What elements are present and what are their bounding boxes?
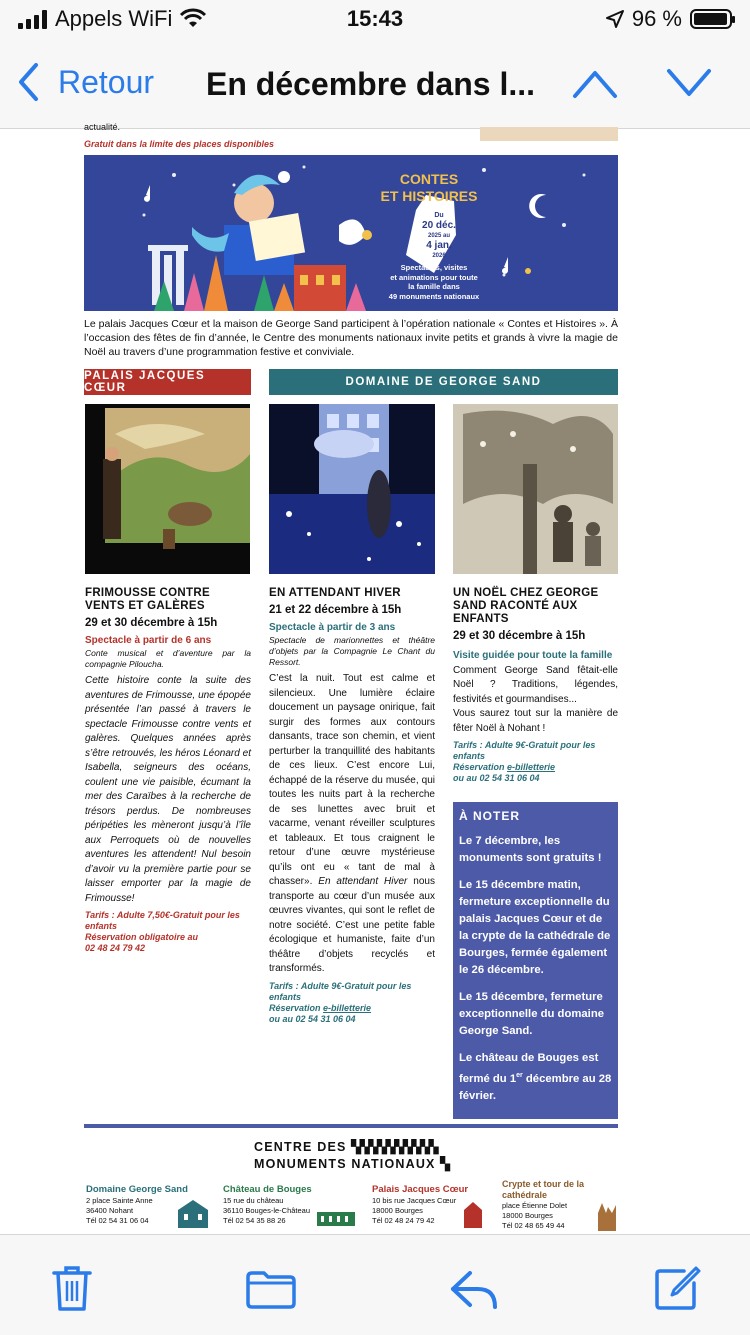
- banner-illustration: [84, 155, 618, 311]
- clock: 15:43: [346, 6, 404, 31]
- back-label: Retour: [58, 63, 155, 100]
- event-date: 29 et 30 décembre à 15h: [85, 617, 218, 629]
- site-crypte-cathedrale: Crypte et tour de la cathédrale place Étienne Dolet 18000 Bourges Tél 02 48 65 49 44: [502, 1179, 602, 1231]
- column-noel-george-sand: [453, 587, 618, 784]
- header-domaine-george-sand: DOMAINE DE GEORGE SAND: [269, 369, 618, 395]
- e-billetterie-link[interactable]: e-billetterie: [323, 1002, 372, 1013]
- palace-icon: [462, 1200, 484, 1228]
- event-audience: Visite guidée pour toute la famille: [453, 649, 613, 661]
- event-description: Comment George Sand fêtait-elle Noël ? Traditions, légendes, festivités et gourmandises...: [453, 664, 618, 705]
- battery-icon: [690, 9, 732, 29]
- event-reservation: Réservation obligatoire au: [85, 932, 199, 942]
- event-tarif: Tarifs : Adulte 9€-Gratuit pour les enfants: [453, 740, 596, 761]
- event-reservation: Réservation e-billetterie: [453, 762, 556, 772]
- event-phone: ou au 02 54 31 06 04: [269, 1013, 356, 1024]
- engraving-image: [453, 404, 618, 574]
- trash-icon[interactable]: [52, 1265, 92, 1313]
- cmn-logo: CENTRE DES ▚▚▚▚▚▚▚▚▚▚ MONUMENTS NATIONAUX ▚: [254, 1140, 452, 1171]
- note-box: [453, 802, 618, 1119]
- footer-divider: [84, 1124, 618, 1128]
- event-tarif: Tarifs : Adulte 7,50€-Gratuit pour les enfants: [85, 910, 240, 931]
- intro-paragraph: Le palais Jacques Cœur et la maison de George Sand participent à l’opération nationale « Contes et Histoires ». À l’occasion des fêtes de fin d’année, le Centre des monuments nationaux invite petits et grands à vivre la magie de Noël au travers d’une programmation festive et conviviale.: [84, 318, 618, 358]
- note-item: Le 7 décembre, les monuments sont gratuits !: [459, 835, 602, 864]
- cut-image: [480, 127, 618, 141]
- event-audience: Spectacle à partir de 6 ans: [85, 634, 212, 646]
- event-audience: Spectacle à partir de 3 ans: [269, 621, 396, 633]
- note-item: Le 15 décembre, fermeture exceptionnelle du domaine George Sand.: [459, 991, 605, 1037]
- note-item: Le château de Bouges est fermé du 1er décembre au 28 février.: [459, 1052, 612, 1102]
- event-date: 21 et 22 décembre à 15h: [269, 604, 402, 616]
- photo-en-attendant-hiver: [269, 404, 435, 574]
- status-bar: [0, 0, 750, 40]
- event-description-2: Vous saurez tout sur la manière de fêter Noël à Nohant !: [453, 708, 618, 734]
- back-button[interactable]: [16, 62, 154, 102]
- event-date: 29 et 30 décembre à 15h: [453, 630, 586, 642]
- previous-message-button[interactable]: [572, 66, 618, 100]
- cathedral-icon: [596, 1201, 618, 1231]
- site-chateau-de-bouges: Château de Bouges 15 rue du château 36110 Bouges-le-Château Tél 02 54 35 88 26: [223, 1184, 353, 1226]
- frimousse-stage-image: [85, 404, 250, 574]
- carrier-label: Appels WiFi: [55, 6, 173, 31]
- event-credit: Conte musical et d’aventure par la compagnie Piloucha.: [85, 648, 251, 669]
- header-palais-jacques-coeur: PALAIS JACQUES CŒUR: [84, 369, 251, 395]
- site-domaine-george-sand: Domaine George Sand 2 place Sainte Anne 36400 Nohant Tél 02 54 31 06 04: [86, 1184, 214, 1226]
- reply-icon[interactable]: [450, 1269, 500, 1309]
- event-phone: ou au 02 54 31 06 04: [453, 773, 540, 783]
- free-entry-text: Gratuit dans la limite des places disponibles: [84, 139, 275, 149]
- folder-icon[interactable]: [246, 1271, 296, 1309]
- event-tarif: Tarifs : Adulte 9€-Gratuit pour les enfants: [269, 980, 412, 1002]
- message-body[interactable]: [0, 122, 750, 1234]
- event-description: C’est la nuit. Tout est calme et silencieux. Une lumière éclaire doucement un paysage onirique, fait surgir des formes aux contours dansants, trace son chemin, et vient perturber la tranquillité des habitants de ces lieux. C’est encore Lui, échappé de la réserve du musée, qui toutes les nuits part à la recherche de ses lunettes avec bruit et vacarme, venant réveiller sculptures et tableaux. Et tous craignent le retour d’une œuvre mystérieuse qu’ils ont eu « tant de mal à chasser». En attendant Hiver nous transporte au cœur d’un musée aux œuvres vivantes, qui sont le reflet de notre société. C’est une petite fable écologique et humaniste, faite d’un théâtre d’objets recyclés et transformés.: [269, 673, 435, 974]
- navigation-bar: [0, 40, 750, 129]
- e-billetterie-link[interactable]: e-billetterie: [507, 762, 556, 772]
- puppet-show-image: [269, 404, 435, 574]
- bottom-toolbar: [0, 1234, 750, 1335]
- chateau-icon: [317, 1208, 355, 1226]
- compose-icon[interactable]: [654, 1265, 700, 1311]
- note-title: À NOTER: [459, 809, 520, 823]
- note-item: Le 15 décembre matin, fermeture exceptionnelle du palais Jacques Cœur et de la crypte de la cathédrale de Bourges, fermée également le 26 décembre.: [459, 879, 611, 976]
- contes-histoires-banner: [84, 155, 618, 311]
- banner-title: CONTES ET HISTOIRES: [380, 171, 478, 204]
- photo-frimousse: [85, 404, 250, 574]
- location-arrow-icon: [606, 10, 624, 28]
- site-palais-jacques-coeur: Palais Jacques Cœur 10 bis rue Jacques Cœur 18000 Bourges Tél 02 48 24 79 42: [372, 1184, 492, 1226]
- building-icon: [176, 1198, 210, 1228]
- event-description: Cette histoire conte la suite des aventures de Frimousse, une épopée présentée l’an passé à travers le spectacle Frimousse contre vents et galères. Quelques années après s’être retrouvés, les héros Léonard et Isabella, seigneurs des océans, coulent une vie paisible, écumant la mer des Caraïbes à la recherche de trésors perdus. De nombreuses péripéties les mèneront jusqu’à l’île aux Perroquets où de nouvelles aventures les attendent! Nul besoin d’avoir vu la première partie pour se laisser emporter par la magie de Frimousse!: [85, 675, 251, 904]
- event-credit: Spectacle de marionnettes et théâtre d’objets par la Compagnie Le Chant du Ressort.: [269, 635, 435, 667]
- top-cut-text: actualité.: [84, 122, 121, 132]
- event-phone: 02 48 24 79 42: [85, 943, 146, 953]
- banner-dates: Du 20 déc. 2025 au 4 jan. 2026: [422, 212, 456, 259]
- battery-percent: 96 %: [631, 6, 682, 31]
- banner-subtitle: Spectacles, visites et animations pour toute la famille dans 49 monuments nationaux: [388, 263, 480, 301]
- photo-noel-george-sand: [453, 404, 618, 574]
- event-title: UN NOËL CHEZ GEORGE SAND RACONTÉ AUX ENFANTS: [453, 587, 599, 625]
- page-title: En décembre dans l...: [206, 66, 535, 102]
- event-title: EN ATTENDANT HIVER: [269, 587, 401, 599]
- column-en-attendant-hiver: [269, 587, 435, 1025]
- next-message-button[interactable]: [666, 66, 712, 100]
- chevron-left-icon: [16, 62, 42, 102]
- column-frimousse: [85, 587, 251, 954]
- status-right: [606, 6, 732, 32]
- event-title: FRIMOUSSE CONTRE VENTS ET GALÈRES: [85, 587, 210, 612]
- event-reservation: Réservation e-billetterie: [269, 1002, 372, 1013]
